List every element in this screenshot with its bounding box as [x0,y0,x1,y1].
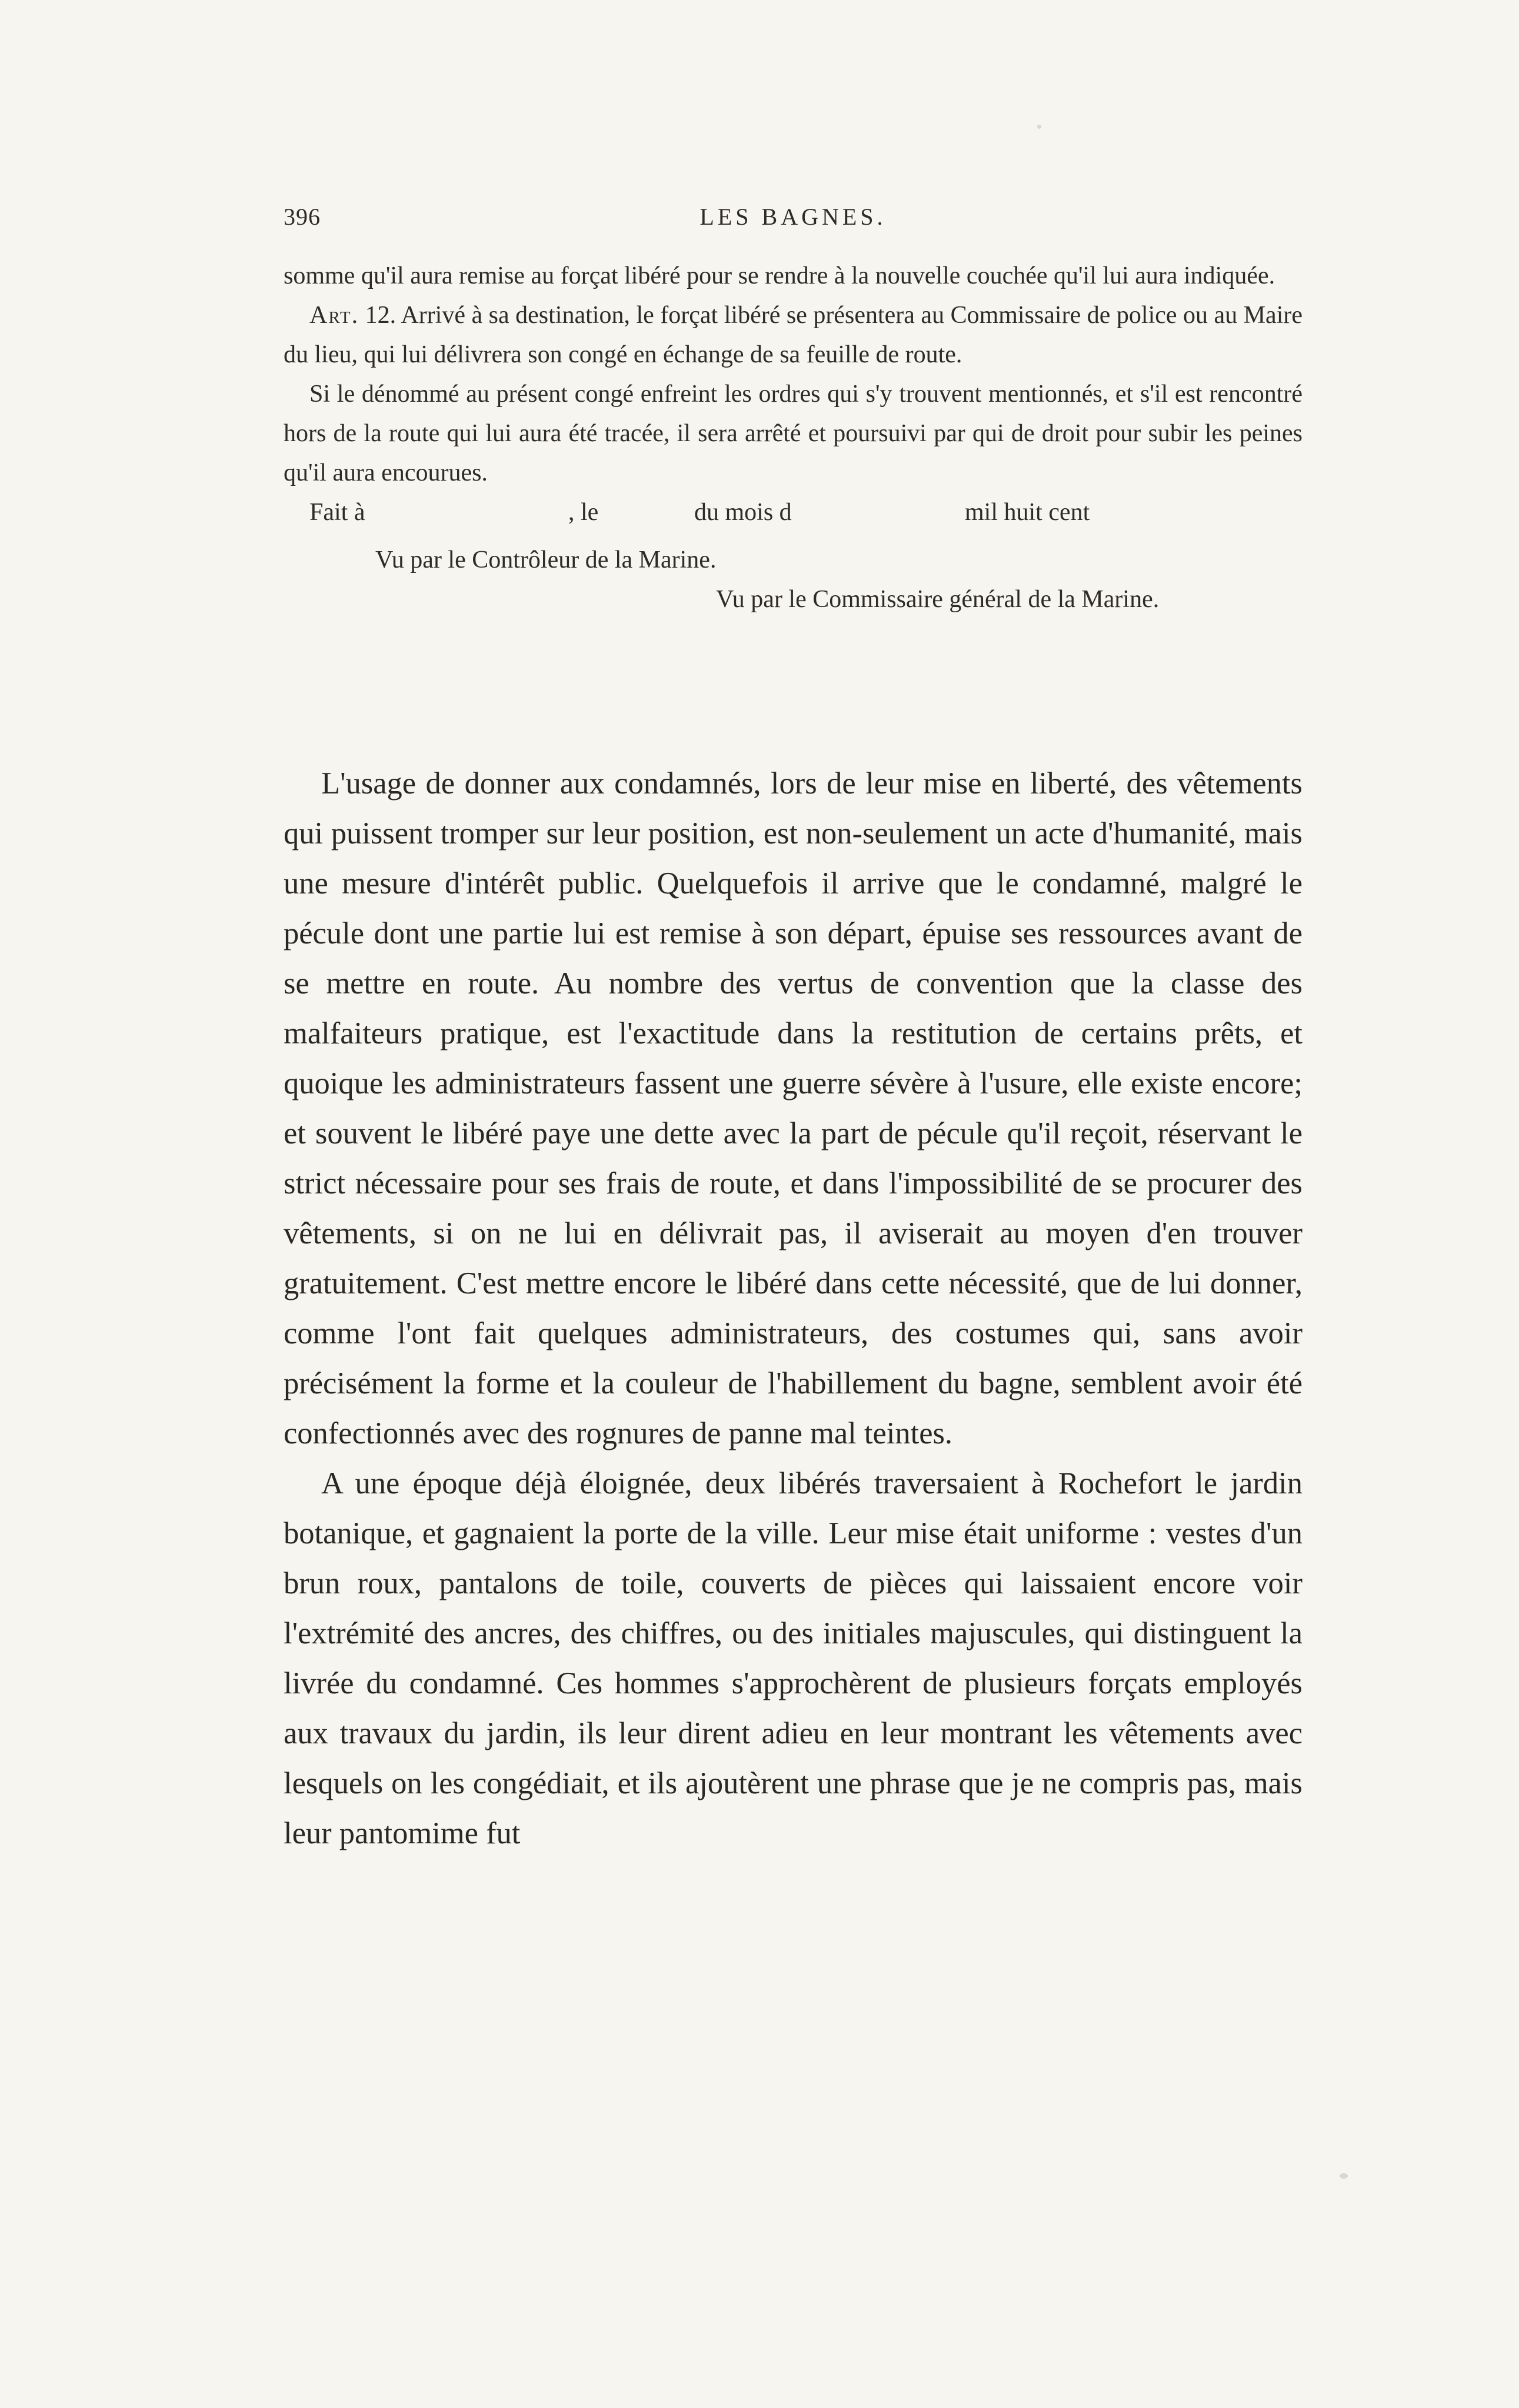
controleur-signature: Vu par le Contrôleur de la Marine. [375,546,717,573]
body-paragraph-1: L'usage de donner aux condamnés, lors de leur mise en liberté, des vêtements qui puissent tromper sur leur position, est non-seulement un acte d'humanité, mais une mesure d'intérêt public. Quelquefois il arrive que le condamné, malgré le pécule dont une partie lui est remise à son départ, épuise ses ressources avant de se mettre en route. Au nombre des vertus de convention que la classe des malfaiteurs pratique, est l'exactitude dans la restitution de certains prêts, et quoique les administrateurs fassent une guerre sévère à l'usure, elle existe encore; et souvent le libéré paye une dette avec la part de pécule qu'il reçoit, réservant le strict nécessaire pour ses frais de route, et dans l'impossibilité de se procurer des vêtements, si on ne lui en délivrait pas, il aviserait au moyen d'en trouver gratuitement. C'est mettre encore le libéré dans cette nécessité, que de lui donner, comme l'ont fait quelques administrateurs, des costumes qui, sans avoir précisément la forme et la couleur de l'habillement du bagne, semblent avoir été confectionnés avec des rognures de panne mal teintes. [284,766,1303,1450]
article-label: Art. [309,302,359,329]
quote-article-12 [284,296,1303,375]
paper-spot [1340,2173,1348,2179]
date-line [284,493,1303,532]
commissaire-signature: Vu par le Commissaire général de la Marine. [716,586,1160,613]
du-mois-label: du mois d [694,499,792,526]
paper-spot [1037,125,1041,129]
running-header [284,203,1303,238]
le-label: , le [568,499,599,526]
running-title: LES BAGNES. [699,204,887,230]
page-number: 396 [284,204,321,230]
mil-huit-cent-label: mil huit cent [965,499,1090,526]
article-text: 12. Arrivé à sa destination, le forçat libéré se présentera au Commissaire de police ou au Maire du lieu, qui lui délivrera son congé en échange de sa feuille de route. [284,302,1303,368]
quote-paragraph: Si le dénommé au présent congé enfreint les ordres qui s'y trouvent mentionnés, et s'il est rencontré hors de la route qui lui aura été tracée, il sera arrêté et poursuivi par qui de droit pour subir les peines qu'il aura encourues. [284,381,1303,486]
quoted-document [284,256,1303,619]
fait-a: Fait à [309,499,365,526]
quote-paragraph: somme qu'il aura remise au forçat libéré pour se rendre à la nouvelle couchée qu'il lui aura indiquée. [284,262,1275,289]
body-text [284,759,1303,1859]
body-paragraph-2: A une époque déjà éloignée, deux libérés traversaient à Rochefort le jardin botanique, et gagnaient la porte de la ville. Leur mise était uniforme : vestes d'un brun roux, pantalons de toile, couverts de pièces qui laissaient encore voir l'extrémité des ancres, des chiffres, ou des initiales majuscules, qui distinguent la livrée du condamné. Ces hommes s'approchèrent de plusieurs forçats employés aux travaux du jardin, ils leur dirent adieu en leur montrant les vêtements avec lesquels on les congédiait, et ils ajoutèrent une phrase que je ne compris pas, mais leur pantomime fut [284,1466,1303,1850]
